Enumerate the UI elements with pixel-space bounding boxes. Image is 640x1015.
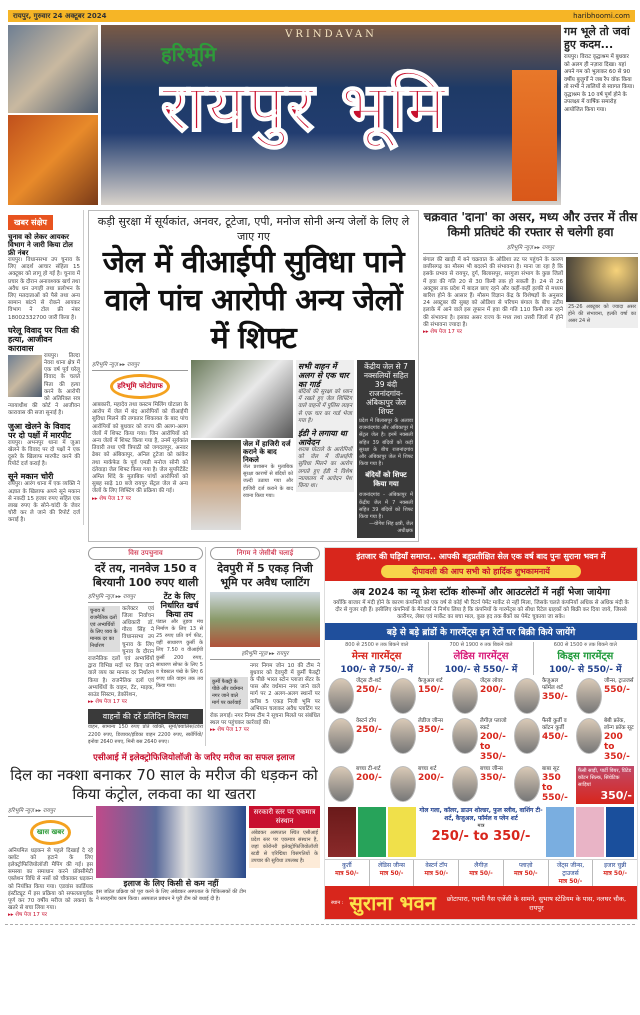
garment-cell [390,766,448,804]
brief-title: सूने मकान चोरी [8,472,54,482]
shirts-price: 250/- to 350/- [431,829,531,845]
category-name: मेन्स गारमेंट्स [351,651,402,663]
vehicle-rates-title: वाहनों की दरें प्रतिदिन किराया [88,709,203,724]
model-photo [546,807,574,857]
garment-photo [514,678,540,714]
venue-address: छोटापारा, एचपी गैस एजेंसी के सामने, सुभाष स्टेडियम के पास, नलघर चौक, रायपुर [446,894,627,912]
garment-photo [576,678,602,714]
special-news-badge: खास खबर [30,820,71,845]
ad-venue-bar [325,886,637,919]
woman-photo [512,70,557,201]
item-price: 150/- [418,685,444,696]
vehicle-photo [191,360,293,438]
jcb-photo [210,592,320,647]
garment-photo [328,678,354,714]
bottom-item [549,860,594,886]
aci-byline: हरिभूमि न्यूज़ ▸▸ रायपुर [8,806,93,817]
devpuri-headline[interactable]: देवपुरी में 5 एकड़ निजी भूमि पर अवैध प्लाटिंग [217,561,313,589]
category-range: 800 से 2500 रु तक बिकने वाले [345,642,409,649]
photo-caption-text: इस जटिल प्रक्रिया को पूरा करने के लिए अंबेडकर अस्पताल के चिकित्सकों की टीम ने सराहनीय काम किया। अस्पताल प्रबंधन ने पूरी टीम को बधाई दी है। [96,888,246,902]
devpuri-body: नगर निगम जोन 10 की टीम ने बुधवार को देवपुरी में कुर्मी फैक्ट्री के पीछे भारत स्टोन प्लाजा सेंटर के पास और वर्धमान नगर जाने वाले मार्ग पर 2 अलग-अलग स्थानों पर करीब 5 एकड़ निजी भूमि पर अभियान चलाकर अवैध प्लाटिंग पर रोक लगाई। नगर निगम टीम ने सूचना मिलते पर संबंधित स्थल पर पहुंचकर कार्रवाई की। [210,662,320,727]
garment-cell [514,678,572,714]
lead-kicker: कड़ी सुरक्षा में सूर्यकांत, अनवर, टूटेजा, एपी, मनोज सोनी अन्य जेलों के लिए ले जाए गए [97,215,410,243]
box-sign: —योगेश सिंह क्षत्री, जेल अधीक्षक [369,521,413,535]
garment-category [429,642,533,675]
garment-item [356,678,386,695]
category-price: 100/- से 550/- में [444,665,518,676]
bottom-item-label: जेंट्स जीन्स, ट्राउजर्स [556,862,585,878]
item-label: बच्चा शर्ट [418,766,437,773]
dance-photo [8,115,98,205]
bottom-item-price: मात्र 50/- [379,870,404,878]
garment-cell [514,718,572,762]
photo-caption-title: इलाज के लिए किसी से कम नहीं [123,878,219,888]
garment-cell [452,678,510,714]
garment-item [542,718,572,742]
garment-cell [452,766,510,804]
ad-bottom-items [325,859,637,886]
raipur-bhoomi-logo: रायपुर भूमि [161,68,448,146]
category-name: लेडिस गारमेंट्स [453,651,509,663]
ad-top-banner: इंतजार की घड़ियाँ समाप्त.. आपकी बहुप्रतीक्षित सेल एक वर्ष बाद पुनः सुराना भवन में [325,548,637,565]
garment-photo [452,766,478,802]
photo-badge: हरिभूमि फोटोग्राफ [110,374,169,399]
garment-photo [452,718,478,754]
side-text: अंबेडकर अस्पताल स्थित एसीआई प्रदेश स्तर पर एकमात्र संस्थान है, जहां कोरोनरी इलेक्ट्रोफिजियोलॉजी स्टडी से एरिद्मिया विसंगतियों के उपचार की सुविधा उपलब्ध है। [251,829,318,865]
venue-label: स्थान : [331,899,344,906]
garment-photo [390,678,416,714]
category-range: 700 से 1900 रु तक बिकने वाले [449,642,513,649]
election-story [88,547,206,746]
brief-text: रायपुर। अभनपुर थाना में जुआ खेलने के विवाद पर दो पक्षों ने एक दूसरे के खिलाफ मारपीट करने की रिपोर्ट दर्ज कराई है। [8,439,80,468]
garment-item [480,766,510,783]
item-label: वेस्टर्न टॉप [356,718,377,725]
caption-text: जेल प्रशासन के मुताबिक सुरक्षा कारणों से बंदियों को जल्दी उठाया गया और हाजिरी दर्ज कराने के बाद रवाना किया गया। [243,464,293,499]
lead-body: आबकारी, महादेव तथा कस्टम मिलिंग घोटाला के आरोप में जेल में बंद आरोपियों को वीआईपी सुविधा मिलने की लगातार शिकायत के बाद पांच आरोपियों को बुधवार को राज्य की अलग-अलग जेलों में शिफ्ट किया गया। जिन आरोपियों को अन्य जेलों में शिफ्ट किया गया है, उनमें सूर्यकांत तिवारी तथा एपी त्रिपाठी को जगदलपुर, अनवर ढेबर को अंबिकापुर, अनिल टुटेजा को कांकेर तथा मार्कफेड के पूर्व एमडी मनोज सोनी को दंतेवाड़ा जेल शिफ्ट किया गया है। जेल सुपरिटेंडेंट अमित शिंदे के मुताबिक पांचों आरोपियों को सुबह साढ़े 10 बजे रायपुर सेंट्रल जेल से अन्य जेलों के लिए शिफ्टिंग की प्रक्रिया की गई। [92,402,188,495]
shirts-text: गोल गला, कॉलर, डाउन शोल्डर, फुल स्लीव, वाशिंग टी-शर्ट, कैजुअल, फॉर्मल व प्लेन शर्ट [419,807,543,823]
garment-photo [514,766,540,802]
tent-text: पंडाल और तुड़वा मंच निर्माण के लिए 13 से 25 रुपए प्रति वर्ग फीट, वहीं साधारण कुर्सी के लिए 7.50 व वीआईपी कुर्सी 200 रुपए, साधारण सोफा के लिए 5 व पेडस्टल पंखे के लिए 6 रुपए प्रति वाहन तक तय किया गया। [156,618,203,690]
item-price: 450/- [542,732,568,743]
bottom-item-label: लेडिस जीन्स [378,862,405,870]
venue-sign: VRINDAVAN [285,29,377,40]
garment-cell [452,718,510,762]
item-label: बेबी फ्रॉक, लॉन्ग फ्रॉक सूट [604,718,634,732]
item-price: 350/- [542,692,568,703]
bottom-item-price: मात्र 50/- [603,870,627,878]
garment-item [418,766,448,783]
garment-item [480,718,510,762]
page-divider [5,924,635,925]
ad-categories [325,642,637,675]
garment-cell [328,766,386,804]
brief-text: रायपुर। आरंग थाना में एक व्यक्ति ने अज्ञात के खिलाफ अपने सूने मकान से नकदी 15 हजार रुपए सहित एक लाख रुपए के सोने-चांदी के जेवर चोरी कर ले जाने की रिपोर्ट दर्ज कराई है। [8,481,80,524]
model-photo [576,807,604,857]
rampwalk-photo [101,25,561,205]
model-photo [606,807,634,857]
bottom-item-label: वेस्टर्न टॉप [425,862,448,870]
garment-item [542,766,572,803]
aci-body: अनियमित धड़कन से पहले दिखाई दे रहे क्लॉट को हटाने के लिए इलेक्ट्रोफिजियोलॉजी मैपिंग की गई। इस समस्या का समाधान करने प्रॉक्सीमेटी एब्लेशन विधि से नसों को चौकाकर धड़कन को नियंत्रित किया गया। एडवांस कार्डियक इंस्टीट्यूट में इस प्रक्रिया को सफलतापूर्वक पूर्ण कर 70 वर्षीय मरीज को लकवा के खतरे से बचा लिया गया। [8,847,93,912]
brief-text: रायपुर। विधानसभा उप चुनाव के लिए आदर्श आचार संहिता 15 अक्टूबर को लागू हो गई है। चुनाव में प्रचार के दौरान अनावश्यक खर्च तथा अवैध धन उगाही तथा प्रलोभन के लिए मतदाताओं को पैसे तथा अन्य सामान बांटने से रोकने आयकर विभाग ने टोल फ्री नंबर 18002332700 जारी किया है। [8,257,80,321]
election-callout: चुनाव में राजनैतिक दलों एवं अभ्यर्थियों के लिए व्यय के मानक दर का निर्धारण [88,606,120,652]
banner-side-text: रायपुर। विराट वृद्धाश्रम में बुधवार को अलग ही नज़ारा दिखा। यहां अपने गम को भुलाकर 60 से 90 वर्षीय बुजुर्गों ने जब रैंप वॉक किया तो सभी ने तालियों से स्वागत किया। वृद्धाश्रम के 10 वर्ष पूर्ण होने के उपलक्ष्य में वार्षिक समारोह आयोजित किया गया। [564,54,635,113]
garment-photo [576,718,602,754]
haribhoomi-logo: हरिभूमि [161,42,217,66]
bottom-item [325,860,370,886]
side1-text: बंदियों की सुरक्षा को ध्यान में रखते हुए जेल शिफ्टिंग वाले वाहनों में पुलिस लाइन से एक चार का गार्ड भेजा गया है। [298,389,352,424]
brief-title: जुआ खेलने के विवाद पर दो पक्षों में मारपीट [8,421,72,440]
surana-bhawan-ad [324,547,638,921]
item-label: लैगीज़ प्लाजो स्कर्ट [480,718,507,732]
item-price: 200/- to 350/- [480,732,506,763]
side-title: सरकारी स्तर पर एकमात्र संस्थान [249,806,320,828]
garment-category [325,642,429,675]
brief-text: रायपुर। तिल्दा नेवरा थाना क्षेत्र में एक वर्ष पूर्व घरेलू विवाद के चलते पिता की हत्या करने के आरोपी को अतिरिक्त सत्र न्यायाधीश की कोर्ट ने आजीवन कारावास की सजा सुनाई है। [8,352,80,417]
box-title: केंद्रीय जेल से 7 नक्सलियों सहित 39 बंदी राजनांदगांव-अंबिकापुर जेल शिफ्ट [363,362,409,416]
ad-headline: अब 2024 का न्यू फ्रेश स्टॉक शोरूमों और आउटलेटों में नहीं भेजा जायेगा [352,586,610,598]
category-price: 100/- से 750/- में [340,665,413,676]
item-price: 350/- [480,773,506,784]
garment-photo [328,766,354,802]
item-price: 550/- [604,685,630,696]
aci-headline[interactable]: दिल का नक्शा बनाकर 70 साल के मरीज की धड़कन को किया कंट्रोल, लकवा का था खतरा [10,765,318,803]
bottom-item-label: कुर्ती [342,862,352,870]
continued-link[interactable]: ▸▸ शेष पेज 17 पर [8,912,48,919]
item-label: लेडीज जीन्स [418,718,443,725]
devpuri-callout: कुर्मी फैक्ट्री के पीछे और वर्धमान नगर जाने वाले मार्ग पर कार्रवाई [210,677,248,709]
briefs-column [8,210,84,525]
continued-link[interactable]: ▸▸ शेष पेज 17 पर [88,699,128,706]
garment-cell [576,718,634,762]
bottom-item-label: इजार चुन्नी [604,862,627,870]
cyclone-headline[interactable]: चक्रवात 'दाना' का असर, मध्य और उत्तर में तीस किमी प्रतिघंटे की रफ्तार से चलेगी हवा [423,210,638,239]
garment-cell [390,678,448,714]
item-label: जेंट्स लोवर [480,678,503,685]
garment-category [534,642,637,675]
banner [8,25,635,205]
devpuri-story [210,547,320,735]
accused-photo [191,440,241,530]
garment-cell [514,766,572,804]
garment-item [604,678,634,695]
garment-photo [390,718,416,754]
website[interactable]: haribhoomi.com [573,12,630,20]
ad-items [325,675,637,807]
devpuri-tag: निगम ने जेसीबी चलाई [210,547,320,560]
item-price: 250/- [356,725,382,736]
bottom-item [370,860,415,886]
bottom-item [414,860,459,886]
election-body: कलेक्टर एवं जिला निर्वाचन अधिकारी डॉ. गौरव सिंह ने विधानसभा उप चुनाव के लिए चुनाव के दौरान राजनैतिक दलों एवं अभ्यर्थियों द्वारा विभिन्न मदों पर किए जाने वाले व्यय का मानक दर निर्धारण किया है। राजनैतिक दलों एवं अभ्यर्थियों के वाहन, टेंट, माइक, साउंड सिस्टम, डेकोरेशन, [88,605,154,699]
box-text: प्रदेश में बिलासपुर के अलावा राजनांदगांव और अंबिकापुर में सेंट्रल जेल है। इनमें नक्सली सहित 39 बंदियों को कड़ी सुरक्षा के बीच राजनांदगांव और अंबिकापुर जेल में शिफ्ट किया गया है। [359,418,413,468]
shirts-only: मात्र [477,823,485,830]
model-photo [328,807,356,857]
aci-kicker: एसीआई में इलेक्ट्रोफिजियोलॉजी के जरिए मरीज का सफल इलाज [93,752,295,763]
banner-side-headline: गम भूले तो जवां हुए कदम... [564,25,630,51]
lead-story [88,210,419,542]
category-name: किड्स गारमेंट्स [557,651,614,663]
garment-item [604,718,634,762]
ad-blue-bar: बड़े से बड़े ब्रांडों के गारमेंट्स इन रेटों पर बिक्री किये जायेंगे [325,623,637,640]
brief-title: घरेलू विवाद पर पिता की हत्या, आजीवन कारावास [8,325,80,353]
item-price: 250/- [356,685,382,696]
continued-link[interactable]: ▸▸ शेष पेज 17 पर [423,329,463,336]
garment-item [356,766,386,783]
box-subtitle: बंदियों को शिफ्ट किया गया [365,471,407,489]
bottom-item [459,860,504,886]
garment-item [480,678,510,695]
box-subtext: राजनांदगांव - अंबिकापुर में केंद्रीय जेल में 7 नक्सली सहित 39 बंदियों को शिफ्ट किया गया है। [359,492,413,521]
side1-title: सभी वाहन में अलग से एक चार का गार्ड [298,362,349,389]
bottom-item-price: मात्र 50/- [469,870,493,878]
bottom-item-label: प्लाज़ो [518,862,533,870]
prison-photo [8,355,42,397]
edition-date: रायपुर, गुरुवार 24 अक्टूबर 2024 [13,12,107,20]
vehicle-rates-text: वाहन, सामान्य 150 रुपए प्रति व्यक्ति, सूमो/क्वालिस/टवेरा 2200 रुपए, डिजायर/इंडिका वाहन 2200 रुपए, स्कॉर्पियो/इनोवा 2640 रुपए, मिनी बस 2640 रुपए। [88,724,203,745]
caption-title: जेल में हाजिरी दर्ज कराने के बाद निकले [243,440,291,464]
sky-caption: 25-26 अक्टूबर को ज्यादा असर होने की संभावना, हल्की वर्षा का असर 24 से [566,302,638,328]
garment-photo [514,718,540,754]
category-price: 100/- से 550/- में [549,665,622,676]
item-price: 200/- [418,773,444,784]
item-label: बच्चा जीन्स [480,766,503,773]
bottom-item-label: लैगीज़ [474,862,488,870]
lead-headline[interactable]: जेल में वीआईपी सुविधा पाने वाले पांच आरोपी अन्य जेलों में शिफ्ट [102,245,405,356]
garment-cell [576,678,634,714]
item-price: 200/- [356,773,382,784]
item-price: 200/- [480,685,506,696]
ad-diwali-wish: दीपावली की आप सभी को हार्दिक शुभकामनायें [381,565,581,578]
item-label: फैंसी कुर्ती व कॉटन कुर्ती [542,718,567,732]
lead-byline: हरिभूमि न्यूज़ ▸▸ रायपुर [92,360,188,371]
item-label: जेंट्स टी-शर्ट [356,678,382,685]
item-label: कैजुअल शर्ट [418,678,443,685]
item-label: जीन्स, ट्राउजर्स [604,678,634,685]
saree-price: 350/- [600,789,632,803]
garment-cell [328,678,386,714]
bottom-item-price: मात्र 50/- [558,878,583,886]
garment-item [418,678,448,695]
devpuri-byline: हरिभूमि न्यूज़ ▸▸ रायपुर [210,649,320,660]
item-label: बाबा सूट [542,766,560,773]
continued-link[interactable]: ▸▸ शेष पेज 17 पर [92,495,132,502]
model-photo [388,807,416,857]
election-tag: विस उपचुनाव [88,547,203,560]
item-price: 350/- [418,725,444,736]
model-photo [358,807,386,857]
garment-photo [390,766,416,802]
venue-name: सुराना भवन [349,891,436,916]
sky-photo [566,257,638,302]
election-headline[interactable]: दरें तय, नानवेज 150 व बिरयानी 100 रुपए थाली [92,561,199,589]
garment-cell [328,718,386,762]
ad-text: क्योंकि बाजार में मंदी होने के कारण कंपनियों को एक वर्ष से कोई भी रिटर्न पेमेंट मार्केट से नहीं मिला, जिसके चलते कंपनियाँ अधिक से अधिक मंदी के दौर से गुजर रही हैं। इसीलिए कंपनियों के मैनेजर्स ने निर्णय लिया है कि कंपनियों के गारमेंट्स को सीधा रिटेल ग्राहकों को बिक्री कर दिया जाये, जिससे कारीगर, लेबर एवं मार्केट का बचा माल, कुछ हद तक बैंकों का पेमेंट चुकाया जा सके। [333,599,629,621]
cyclone-byline: हरिभूमि न्यूज़ ▸▸ रायपुर [423,243,638,254]
brief-title: चुनाव को लेकर आयकर विभाग ने जारी किया टोल फ्री नंबर [8,233,73,257]
saree-offer [576,766,634,804]
item-price: 200 to 350/- [604,732,630,763]
continued-link[interactable]: ▸▸ शेष पेज 17 पर [210,727,250,734]
bottom-item-price: मात्र 50/- [424,870,449,878]
garment-item [356,718,386,735]
aci-story [8,752,320,920]
masthead-bar [8,10,635,22]
election-byline: हरिभूमि न्यूज़ ▸▸ रायपुर [88,592,154,603]
bottom-item [504,860,549,886]
saree-label: फैंसी साड़ी, पार्टी वियर, प्रिंटेड कॉटन सिल्क, सिंथेटिक साड़ियां [578,768,632,789]
garment-item [418,718,448,735]
garment-photo [328,718,354,754]
side2-text: शराब घोटाले के आरोपियों को जेल में वीआईपी सुविधा मिलने का आरोप लगाते हुए ईडी ने विशेष न्यायालय में आवेदन पेश किया था। [298,447,352,490]
garment-photo [452,678,478,714]
audience-photo [8,25,98,113]
page-grid [8,210,638,920]
cyclone-story [423,210,638,336]
garment-cell [390,718,448,762]
category-range: 600 से 1500 रु तक बिकने वाले [553,642,617,649]
bottom-item [593,860,637,886]
item-label: बच्चा टी-शर्ट [356,766,381,773]
tent-subhead: टेंट के लिए निर्धारित खर्च किया तय [160,591,199,619]
bottom-item-price: मात्र 50/- [513,870,538,878]
item-price: 350 to 550/- [542,773,568,804]
item-label: कैजुअल फॉर्मल शर्ट [542,678,563,692]
briefs-label: खबर संक्षेप [8,215,53,230]
side2-title: ईडी ने लगाया था आवेदन [298,429,347,448]
naxal-shift-box [357,360,415,538]
doctors-photo [96,806,246,878]
bottom-item-price: मात्र 50/- [335,870,359,878]
cyclone-body: बंगाल की खाड़ी में बने चक्रवात के ओडिशा तट पर पहुंचने के कारण छत्तीसगढ़ का मौसम भी बदलने की संभावना है। माना जा रहा है कि इसके प्रभाव से रायपुर, दुर्ग, बिलासपुर, सरगुजा संभाग के कुछ जिलों में हवा की गति 20 से 30 किमी तक हो सकती है। 24 से 26 अक्टूबर तक प्रदेश में बादल छाए रहने और कहीं-कहीं हल्की से मध्यम बारिश होने के आसार हैं। मौसम विज्ञान केंद्र के विशेषज्ञों के अनुसार 24 अक्टूबर की सुबह को ओडिशा से परिचम बंगाल के बीच तटीय इलाके में आने वाले इस तूफान में हवा की गति 110 किमी तक रहने की संभावना है। इसका असर राज्य के मध्य तथा उत्तरी जिलों में होने की संभावना ज्यादा है। [423,257,563,328]
garment-item [542,678,572,702]
